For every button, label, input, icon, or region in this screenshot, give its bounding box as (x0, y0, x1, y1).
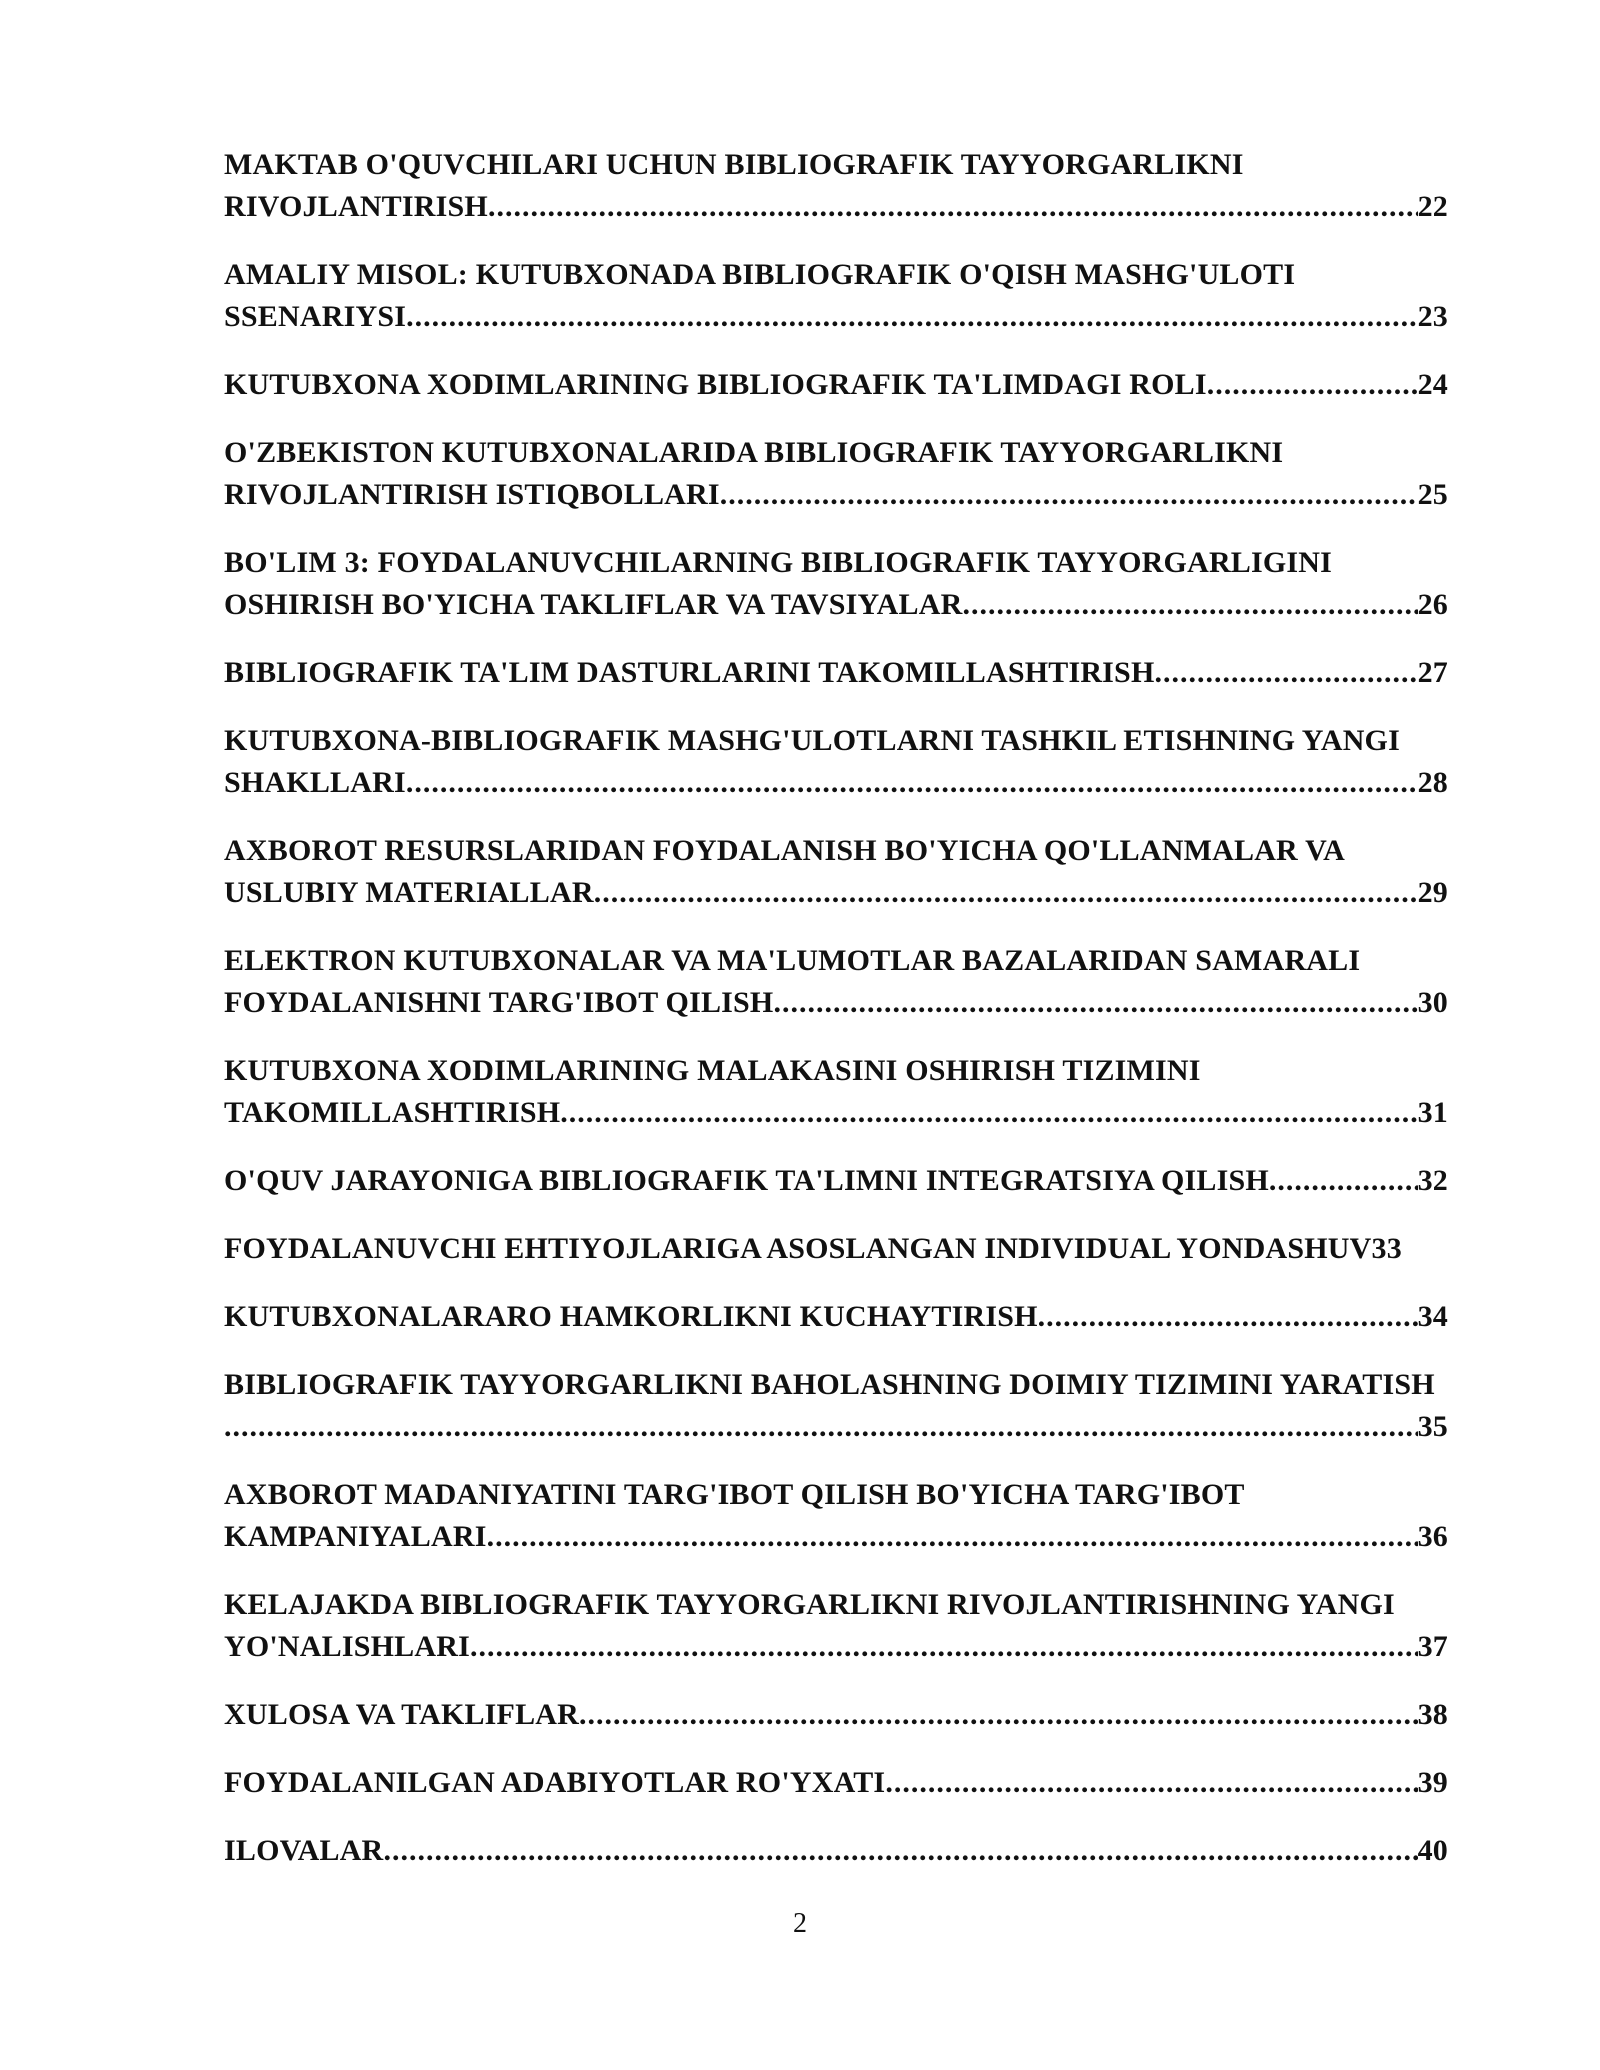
toc-entry-title-line2: SSENARIYSI (224, 300, 407, 333)
toc-entry[interactable] (224, 432, 1448, 516)
toc-page-number: 25 (1417, 478, 1448, 511)
toc-entry-title: KUTUBXONA XODIMLARINING BIBLIOGRAFIK TA'LIMDAGI ROLI (224, 368, 1207, 401)
toc-entry-title: FOYDALANILGAN ADABIYOTLAR RO'YXATI (224, 1766, 886, 1799)
toc-page-number: 29 (1417, 876, 1448, 909)
page-number: 2 (793, 1908, 807, 1939)
toc-entry[interactable] (224, 1160, 1448, 1202)
toc-page-number: 32 (1417, 1164, 1448, 1197)
leader-dots (1154, 652, 1417, 694)
toc-entry-title-line1: KUTUBXONA-BIBLIOGRAFIK MASHG'ULOTLARNI TASHKIL ETISHNING YANGI (224, 724, 1400, 757)
toc-entry-title-line1: KUTUBXONA XODIMLARINING MALAKASINI OSHIRISH TIZIMINI (224, 1054, 1201, 1087)
toc-entry-title-line2: RIVOJLANTIRISH (224, 190, 488, 223)
toc-page-number: 33 (1371, 1232, 1402, 1265)
toc-entry[interactable] (224, 144, 1448, 228)
leader-dots (720, 474, 1418, 516)
toc-entry-title: KUTUBXONALARARO HAMKORLIKNI KUCHAYTIRISH (224, 1300, 1038, 1333)
toc-entry[interactable] (224, 1228, 1448, 1270)
toc-page-number: 31 (1417, 1096, 1448, 1129)
leader-dots (1269, 1160, 1418, 1202)
toc-entry-title-line2: OSHIRISH BO'YICHA TAKLIFLAR VA TAVSIYALAR (224, 588, 963, 621)
toc-entry-title: ILOVALAR (224, 1834, 384, 1867)
toc-page-number: 38 (1417, 1698, 1448, 1731)
toc-entry[interactable] (224, 1474, 1448, 1558)
toc-page-number: 35 (1417, 1410, 1448, 1443)
toc-page-number: 23 (1417, 300, 1448, 333)
leader-dots (594, 872, 1418, 914)
leader-dots (560, 1092, 1417, 1134)
toc-entry[interactable] (224, 364, 1448, 406)
leader-dots (470, 1626, 1418, 1668)
leader-dots (885, 1762, 1417, 1804)
toc-page-number: 40 (1417, 1834, 1448, 1867)
toc-page-number: 27 (1417, 656, 1448, 689)
toc-entry[interactable] (224, 1584, 1448, 1668)
toc-page-number: 34 (1417, 1300, 1448, 1333)
toc-entry-title: BIBLIOGRAFIK TA'LIM DASTURLARINI TAKOMILLASHTIRISH (224, 656, 1155, 689)
leader-dots (488, 186, 1418, 228)
toc-entry[interactable] (224, 542, 1448, 626)
toc-entry-title-line2: KAMPANIYALARI (224, 1520, 487, 1553)
leader-dots (579, 1694, 1418, 1736)
toc-entry[interactable] (224, 940, 1448, 1024)
toc-entry-title: XULOSA VA TAKLIFLAR (224, 1698, 580, 1731)
toc-page-number: 39 (1417, 1766, 1448, 1799)
toc-entry-title-line2: RIVOJLANTIRISH ISTIQBOLLARI (224, 478, 720, 511)
toc-entry-title-line1: MAKTAB O'QUVCHILARI UCHUN BIBLIOGRAFIK TAYYORGARLIKNI (224, 148, 1244, 181)
toc-entry[interactable] (224, 1364, 1448, 1448)
toc-entry[interactable] (224, 1762, 1448, 1804)
toc-entry[interactable] (224, 254, 1448, 338)
leader-dots (383, 1830, 1417, 1872)
toc-entry-title-line1: BO'LIM 3: FOYDALANUVCHILARNING BIBLIOGRAFIK TAYYORGARLIGINI (224, 546, 1333, 579)
toc-entry-title-line2: SHAKLLARI (224, 766, 406, 799)
toc-entry-title-line2: USLUBIY MATERIALLAR (224, 876, 594, 909)
toc-page-number: 22 (1417, 190, 1448, 223)
toc-entry-title-line2: TAKOMILLASHTIRISH (224, 1096, 561, 1129)
toc-entry[interactable] (224, 1296, 1448, 1338)
leader-dots (487, 1516, 1418, 1558)
leader-dots (224, 1406, 1418, 1448)
toc-page-number: 28 (1417, 766, 1448, 799)
toc-entry-title-line2: FOYDALANISHNI TARG'IBOT QILISH (224, 986, 774, 1019)
leader-dots (962, 584, 1417, 626)
toc-entry-title-line1: AXBOROT MADANIYATINI TARG'IBOT QILISH BO'YICHA TARG'IBOT (224, 1478, 1245, 1511)
table-of-contents (224, 144, 1448, 1898)
toc-entry[interactable] (224, 720, 1448, 804)
toc-entry-title: O'QUV JARAYONIGA BIBLIOGRAFIK TA'LIMNI INTEGRATSIYA QILISH (224, 1164, 1269, 1197)
leader-dots (406, 762, 1418, 804)
toc-entry[interactable] (224, 652, 1448, 694)
toc-entry[interactable] (224, 830, 1448, 914)
toc-entry-title-line1: KELAJAKDA BIBLIOGRAFIK TAYYORGARLIKNI RIVOJLANTIRISHNING YANGI (224, 1588, 1395, 1621)
toc-page-number: 37 (1417, 1630, 1448, 1663)
leader-dots (406, 296, 1418, 338)
toc-entry-title: FOYDALANUVCHI EHTIYOJLARIGA ASOSLANGAN INDIVIDUAL YONDASHUV (224, 1232, 1372, 1265)
toc-page-number: 36 (1417, 1520, 1448, 1553)
toc-page-number: 26 (1417, 588, 1448, 621)
toc-entry-title-line1: BIBLIOGRAFIK TAYYORGARLIKNI BAHOLASHNING DOIMIY TIZIMINI YARATISH (224, 1368, 1435, 1401)
toc-entry-title-line1: ELEKTRON KUTUBXONALAR VA MA'LUMOTLAR BAZALARIDAN SAMARALI (224, 944, 1361, 977)
toc-page-number: 24 (1417, 368, 1448, 401)
toc-entry-title-line1: AMALIY MISOL: KUTUBXONADA BIBLIOGRAFIK O'QISH MASHG'ULOTI (224, 258, 1296, 291)
leader-dots (1038, 1296, 1418, 1338)
toc-entry[interactable] (224, 1830, 1448, 1872)
leader-dots (773, 982, 1417, 1024)
toc-page-number: 30 (1417, 986, 1448, 1019)
toc-entry-title-line1: O'ZBEKISTON KUTUBXONALARIDA BIBLIOGRAFIK TAYYORGARLIKNI (224, 436, 1284, 469)
toc-entry-title-line1: AXBOROT RESURSLARIDAN FOYDALANISH BO'YICHA QO'LLANMALAR VA (224, 834, 1345, 867)
toc-entry[interactable] (224, 1694, 1448, 1736)
toc-entry[interactable] (224, 1050, 1448, 1134)
leader-dots (1207, 364, 1418, 406)
toc-entry-title-line2: YO'NALISHLARI (224, 1630, 470, 1663)
